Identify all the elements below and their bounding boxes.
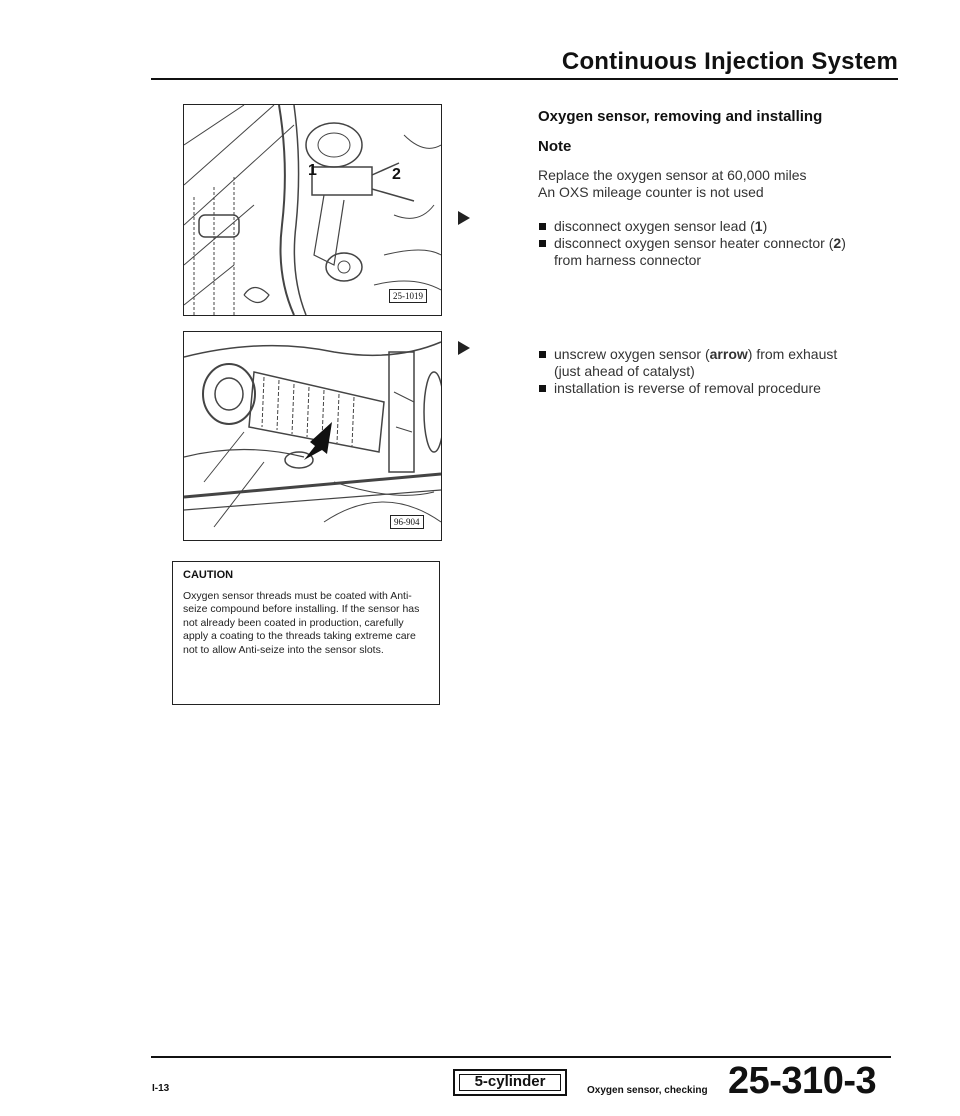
list-item: unscrew oxygen sensor (arrow) from exhaust (just ahead of catalyst) <box>538 346 858 380</box>
steps-list-2 <box>538 346 858 397</box>
header-rule <box>151 78 898 80</box>
caution-title: CAUTION <box>183 569 234 581</box>
list-item: disconnect oxygen sensor heater connector (2) from harness connector <box>538 235 848 269</box>
figure-oxygen-sensor-exhaust <box>183 331 442 541</box>
page-title: Continuous Injection System <box>561 48 898 75</box>
figure-number: 96-904 <box>390 515 424 529</box>
footer-rule <box>151 1056 891 1058</box>
list-item: disconnect oxygen sensor lead (1) <box>538 218 848 235</box>
section-heading: Oxygen sensor, removing and installing <box>538 108 823 125</box>
caution-text: Oxygen sensor threads must be coated with Anti-seize compound before installing. If the sensor has not already been coated in production, carefully apply a coating to the threads taking extreme care not to allow Anti-seize into the sensor slots. <box>183 590 420 656</box>
note-text <box>538 167 807 201</box>
list-item: installation is reverse of removal procedure <box>538 380 858 397</box>
steps-list-1 <box>538 218 848 269</box>
note-line: Replace the oxygen sensor at 60,000 miles <box>538 167 807 183</box>
note-line: An OXS mileage counter is not used <box>538 184 764 200</box>
footer-code: I-13 <box>152 1083 170 1094</box>
exhaust-illustration <box>184 332 441 540</box>
footer-description: Oxygen sensor, checking <box>587 1085 708 1096</box>
arrow-marker <box>458 211 470 225</box>
caution-box <box>172 561 440 705</box>
figure-oxygen-sensor-connectors <box>183 104 442 316</box>
arrow-marker <box>458 341 470 355</box>
callout-1: 1 <box>308 162 317 179</box>
engine-bay-illustration <box>184 105 441 315</box>
note-label: Note <box>538 138 572 155</box>
page-number: 25-310-3 <box>728 1060 877 1102</box>
callout-2: 2 <box>392 166 401 183</box>
engine-variant-badge: 5-cylinder <box>453 1069 567 1096</box>
figure-number: 25-1019 <box>389 289 427 303</box>
